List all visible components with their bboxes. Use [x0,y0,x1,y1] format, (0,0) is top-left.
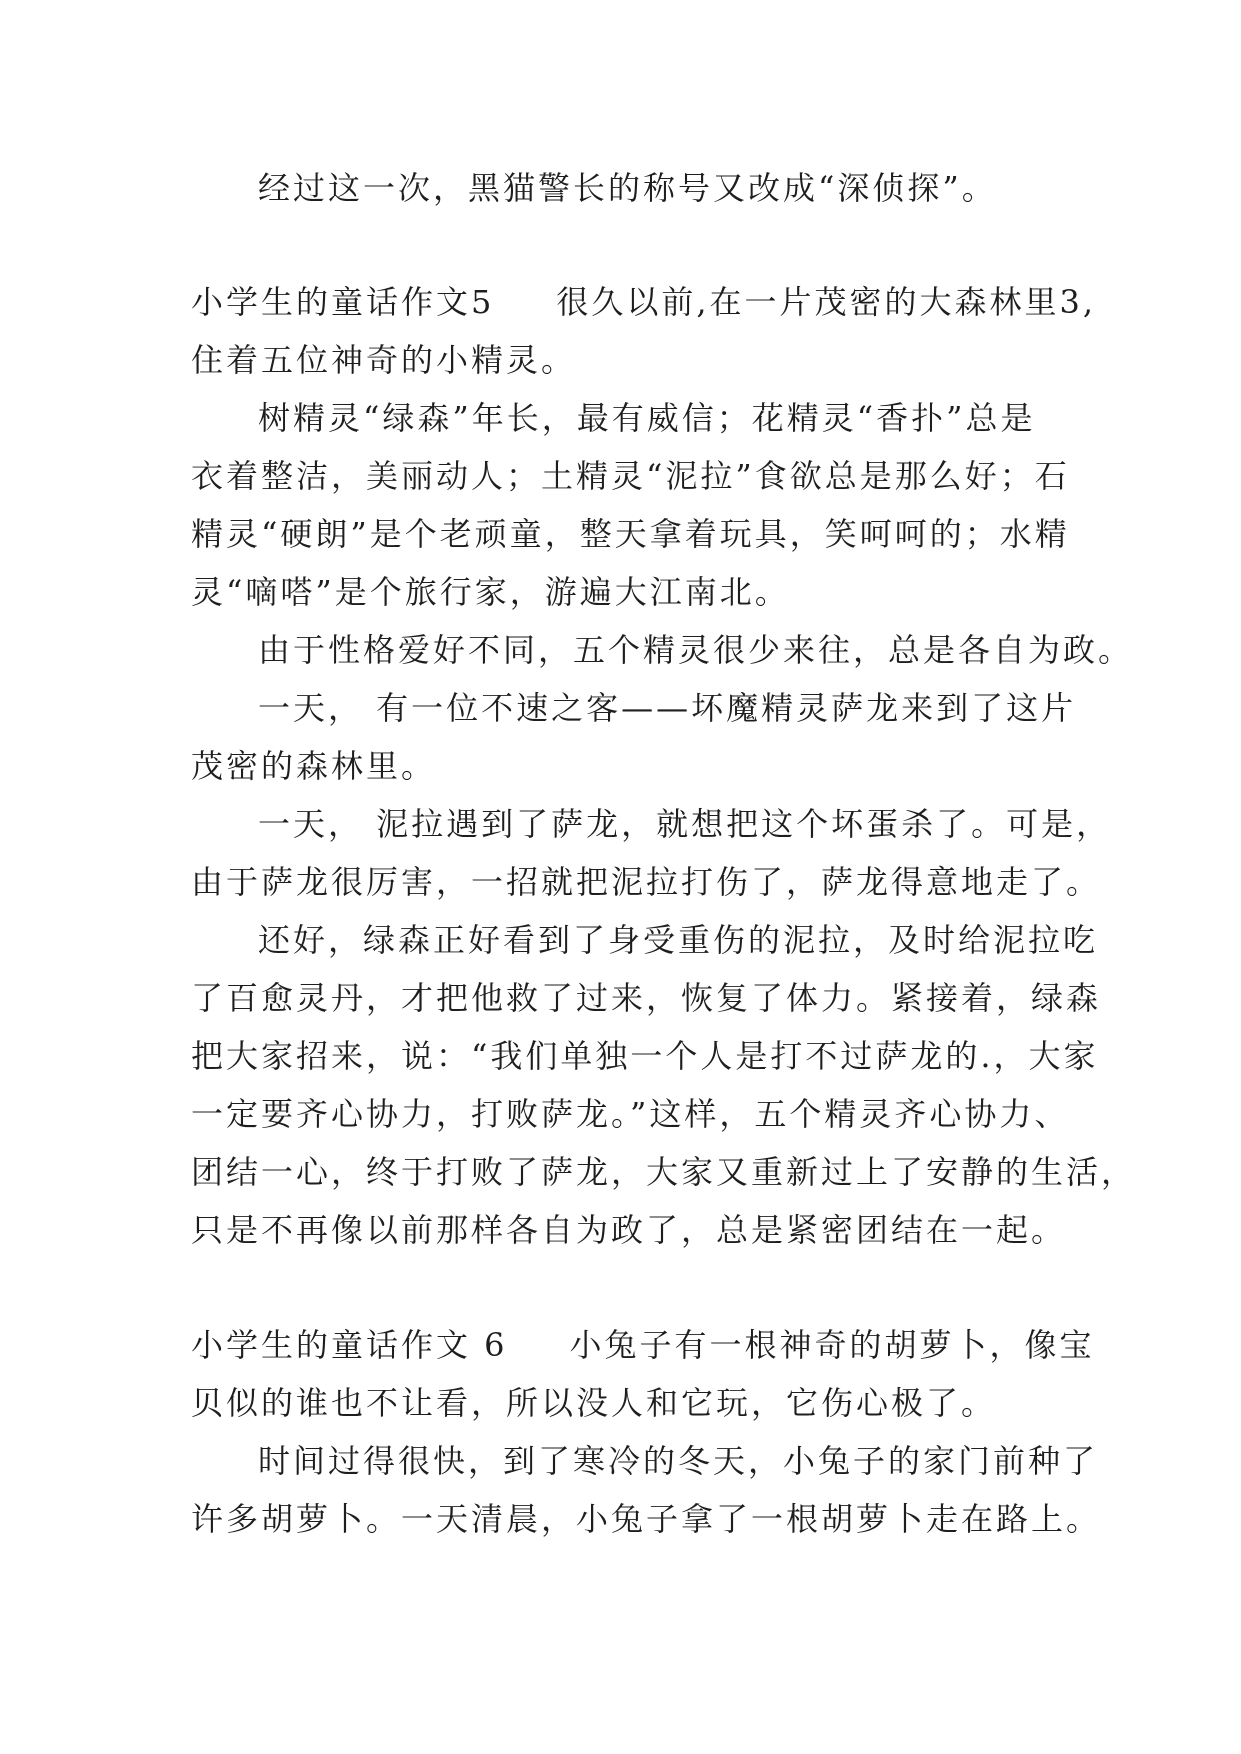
paragraph-line: 茂密的森林里。 [191,747,437,785]
paragraph-line: 经过这一次，黑猫警长的称号又改成“深侦探”。 [258,169,997,207]
paragraph-line: 了百愈灵丹，才把他救了过来，恢复了体力。紧接着，绿森 [191,979,1102,1017]
paragraph-line: 由于萨龙很厉害，一招就把泥拉打伤了，萨龙得意地走了。 [191,863,1102,901]
paragraph-line: 灵“嘀嗒”是个旅行家，游遍大江南北。 [191,573,790,611]
section-heading-line [191,1325,1095,1365]
paragraph-line: 一天， 泥拉遇到了萨龙，就想把这个坏蛋杀了。可是， [258,805,1112,843]
paragraph-text: 小兔子有一根神奇的胡萝卜，像宝 [569,1326,1095,1364]
paragraph-line: 住着五位神奇的小精灵。 [191,341,577,379]
paragraph-line: 由于性格爱好不同，五个精灵很少来往，总是各自为政。 [258,631,1134,669]
section-heading: 小学生的童话作文5 [191,283,495,321]
paragraph-line: 衣着整洁，美丽动人；土精灵“泥拉”食欲总是那么好；石 [191,457,1070,495]
paragraph-line: 一定要齐心协力，打败萨龙。”这样，五个精灵齐心协力、 [191,1095,1070,1133]
section-heading: 小学生的童话作文 6 [191,1326,508,1364]
paragraph-line: 把大家招来，说：“我们单独一个人是打不过萨龙的.，大家 [191,1037,1099,1075]
paragraph-line: 只是不再像以前那样各自为政了，总是紧密团结在一起。 [191,1211,1067,1249]
paragraph-text: 很久以前,在一片茂密的大森林里3, [556,283,1097,321]
paragraph-line: 许多胡萝卜。一天清晨，小兔子拿了一根胡萝卜走在路上。 [191,1500,1102,1538]
section-heading-line [191,282,1097,322]
paragraph-line: 贝似的谁也不让看，所以没人和它玩，它伤心极了。 [191,1384,997,1422]
paragraph-line: 树精灵“绿森”年长，最有威信；花精灵“香扑”总是 [258,399,1036,437]
paragraph-line: 团结一心，终于打败了萨龙，大家又重新过上了安静的生活， [191,1153,1137,1191]
paragraph-line: 一天， 有一位不速之客——坏魔精灵萨龙来到了这片 [258,689,1077,727]
paragraph-line: 时间过得很快，到了寒冷的冬天，小兔子的家门前种了 [258,1442,1099,1480]
paragraph-line: 精灵“硬朗”是个老顽童，整天拿着玩具，笑呵呵的；水精 [191,515,1070,553]
paragraph-line: 还好，绿森正好看到了身受重伤的泥拉，及时给泥拉吃 [258,921,1099,959]
